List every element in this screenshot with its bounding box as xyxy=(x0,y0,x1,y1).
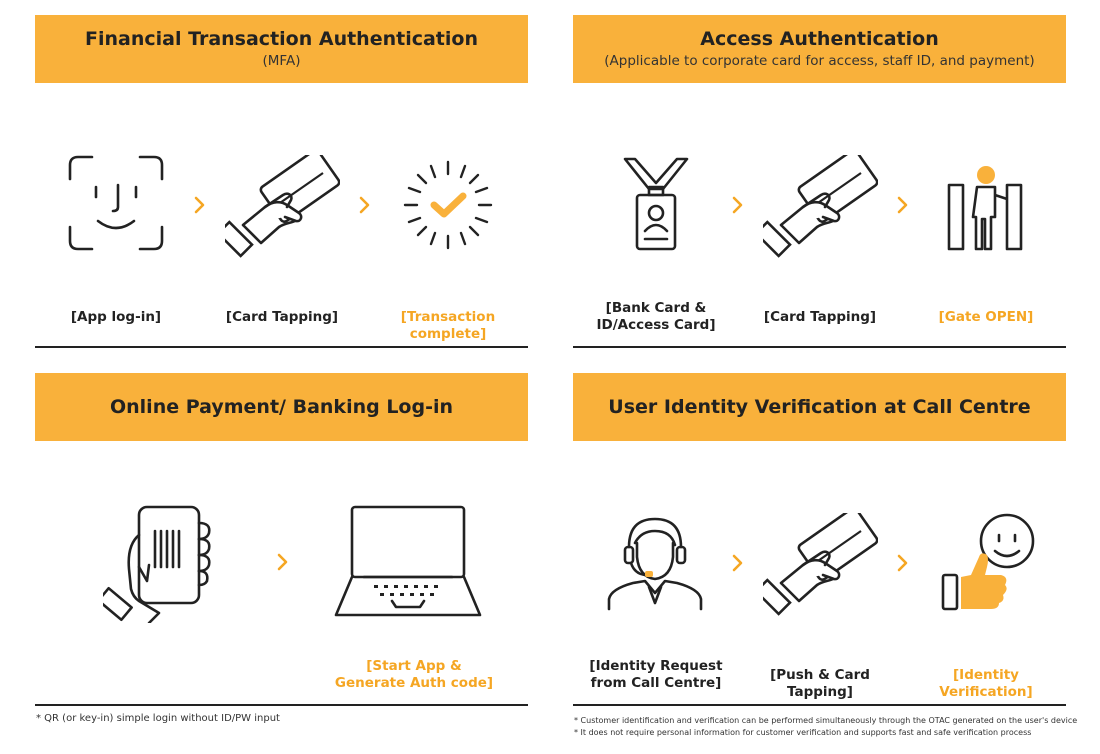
step-transaction-complete: [Transaction complete] xyxy=(400,309,496,342)
laptop-icon xyxy=(334,505,482,621)
footnote: * QR (or key-in) simple login without ID/PW input xyxy=(36,713,280,724)
gate-person-icon xyxy=(945,157,1029,253)
step-start-app-line1: [Start App & xyxy=(366,658,462,674)
banner-access xyxy=(573,15,1066,83)
chevron-right-icon xyxy=(897,554,909,572)
panel-mfa xyxy=(35,15,528,350)
step-bank-card-line1: [Bank Card & xyxy=(605,300,707,316)
step-start-app-line2: Generate Auth code] xyxy=(334,675,494,691)
panel-title: Access Authentication xyxy=(700,28,939,50)
panel-callcentre xyxy=(573,373,1078,743)
chevron-right-icon xyxy=(732,196,744,214)
divider xyxy=(35,346,528,348)
headset-agent-icon xyxy=(605,513,705,611)
step-identity-request-line2: from Call Centre] xyxy=(590,675,722,691)
step-push-card-tapping: [Push & Card Tapping] xyxy=(770,667,870,700)
chevron-right-icon xyxy=(359,196,371,214)
chevron-right-icon xyxy=(732,554,744,572)
step-app-login: [App log-in] xyxy=(70,309,162,325)
checkmark-burst-icon xyxy=(401,158,495,252)
divider xyxy=(35,704,528,706)
step-card-tapping: [Card Tapping] xyxy=(763,309,877,325)
thumbs-up-smiley-icon xyxy=(939,513,1039,613)
step-gate-open: [Gate OPEN] xyxy=(938,309,1034,325)
panel-subtitle: (Applicable to corporate card for access, staff ID, and payment) xyxy=(604,53,1035,69)
banner-online xyxy=(35,373,528,441)
card-tap-icon xyxy=(763,155,878,260)
panel-subtitle: (MFA) xyxy=(262,53,301,69)
chevron-right-icon xyxy=(897,196,909,214)
divider xyxy=(573,704,1066,706)
chevron-right-icon xyxy=(277,553,289,571)
phone-barcode-icon xyxy=(103,505,215,623)
footnote-2: * It does not require personal information for customer verification and supports fast and safe verification process xyxy=(574,728,1032,737)
card-tap-icon xyxy=(763,513,878,618)
divider xyxy=(573,346,1066,348)
step-identity-verification: [Identity Verification] xyxy=(939,667,1033,700)
step-card-tapping: [Card Tapping] xyxy=(225,309,339,325)
panel-access xyxy=(573,15,1066,350)
banner-mfa xyxy=(35,15,528,83)
panel-title: Financial Transaction Authentication xyxy=(85,28,478,50)
step-identity-request-line1: [Identity Request xyxy=(589,658,723,674)
panel-online xyxy=(35,373,528,733)
face-id-icon xyxy=(68,155,164,251)
panel-title: User Identity Verification at Call Centre xyxy=(608,396,1031,418)
banner-callcentre xyxy=(573,373,1066,441)
id-badge-icon xyxy=(621,155,691,255)
step-bank-card-line2: ID/Access Card] xyxy=(596,317,716,333)
panel-title: Online Payment/ Banking Log-in xyxy=(109,396,454,418)
card-tap-icon xyxy=(225,155,340,260)
chevron-right-icon xyxy=(194,196,206,214)
footnote-1: * Customer identification and verification can be performed simultaneously through the OTAC generated on the user's device xyxy=(574,716,1078,725)
